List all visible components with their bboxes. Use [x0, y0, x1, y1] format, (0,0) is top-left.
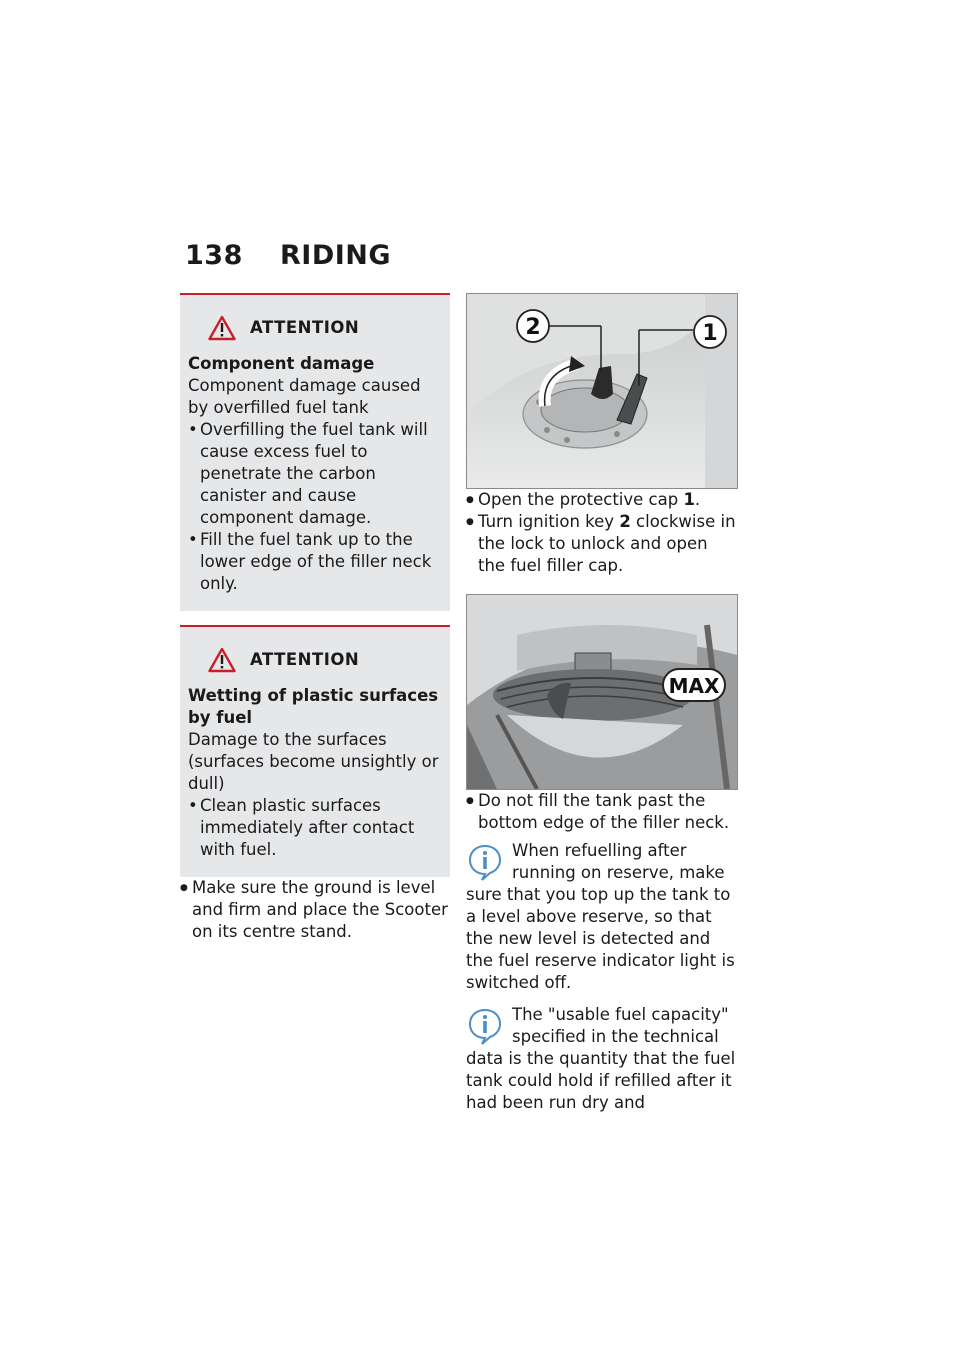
attention-cause: Damage to the surfaces (surfaces become unsightly or dull)	[188, 730, 439, 793]
step-item: ● Do not fill the tank past the bottom edge of the filler neck.	[466, 790, 738, 834]
step-list	[180, 877, 450, 943]
attention-label: ATTENTION	[250, 318, 360, 337]
step-item: ● Turn ignition key 2 clockwise in the lock to unlock and open the fuel filler cap.	[466, 511, 738, 577]
warning-icon	[208, 315, 236, 341]
max-label: MAX	[668, 674, 720, 698]
attention-cause: Component damage caused by overfilled fuel tank	[188, 376, 421, 417]
section-title: RIDING	[280, 240, 392, 271]
filler-neck-photo	[466, 594, 738, 790]
attention-title: Component damage	[188, 354, 375, 373]
step-item: ● Make sure the ground is level and firm and place the Scooter on its centre stand.	[180, 877, 450, 943]
info-text: The "usable fuel capacity" specified in the technical data is the quantity that the fuel tank could hold if refilled after it had been run dry and	[466, 1005, 736, 1112]
info-note-reserve	[466, 840, 738, 994]
attention-bullet: • Clean plastic surfaces immediately after contact with fuel.	[188, 795, 440, 861]
attention-box-component-damage	[180, 293, 450, 611]
attention-heading	[188, 643, 440, 677]
attention-bullet: • Overfilling the fuel tank will cause excess fuel to penetrate the carbon canister and cause component damage.	[188, 419, 440, 529]
info-icon	[468, 1008, 502, 1046]
attention-heading	[188, 311, 440, 345]
attention-title: Wetting of plastic surfaces by fuel	[188, 686, 439, 727]
step-item: ● Open the protective cap 1.	[466, 489, 738, 511]
attention-bullets	[188, 795, 440, 861]
step-list	[466, 790, 738, 834]
info-note-capacity	[466, 1004, 738, 1114]
step-list	[466, 489, 738, 577]
attention-label: ATTENTION	[250, 650, 360, 669]
fuel-cap-photo	[466, 293, 738, 489]
figure-callout-1: 1	[702, 321, 718, 346]
page-header	[185, 240, 391, 271]
attention-box-plastic-surfaces	[180, 625, 450, 877]
info-icon	[468, 844, 502, 882]
figure-callout-2: 2	[525, 315, 541, 340]
attention-bullet: • Fill the fuel tank up to the lower edge of the filler neck only.	[188, 529, 440, 595]
warning-icon	[208, 647, 236, 673]
attention-bullets	[188, 419, 440, 595]
info-text: When refuelling after running on reserve, make sure that you top up the tank to a level above reserve, so that the new level is detected and the fuel reserve indicator light is switched off.	[466, 841, 735, 992]
page-number: 138	[185, 240, 243, 271]
left-column	[180, 293, 450, 943]
right-column	[466, 293, 738, 1114]
